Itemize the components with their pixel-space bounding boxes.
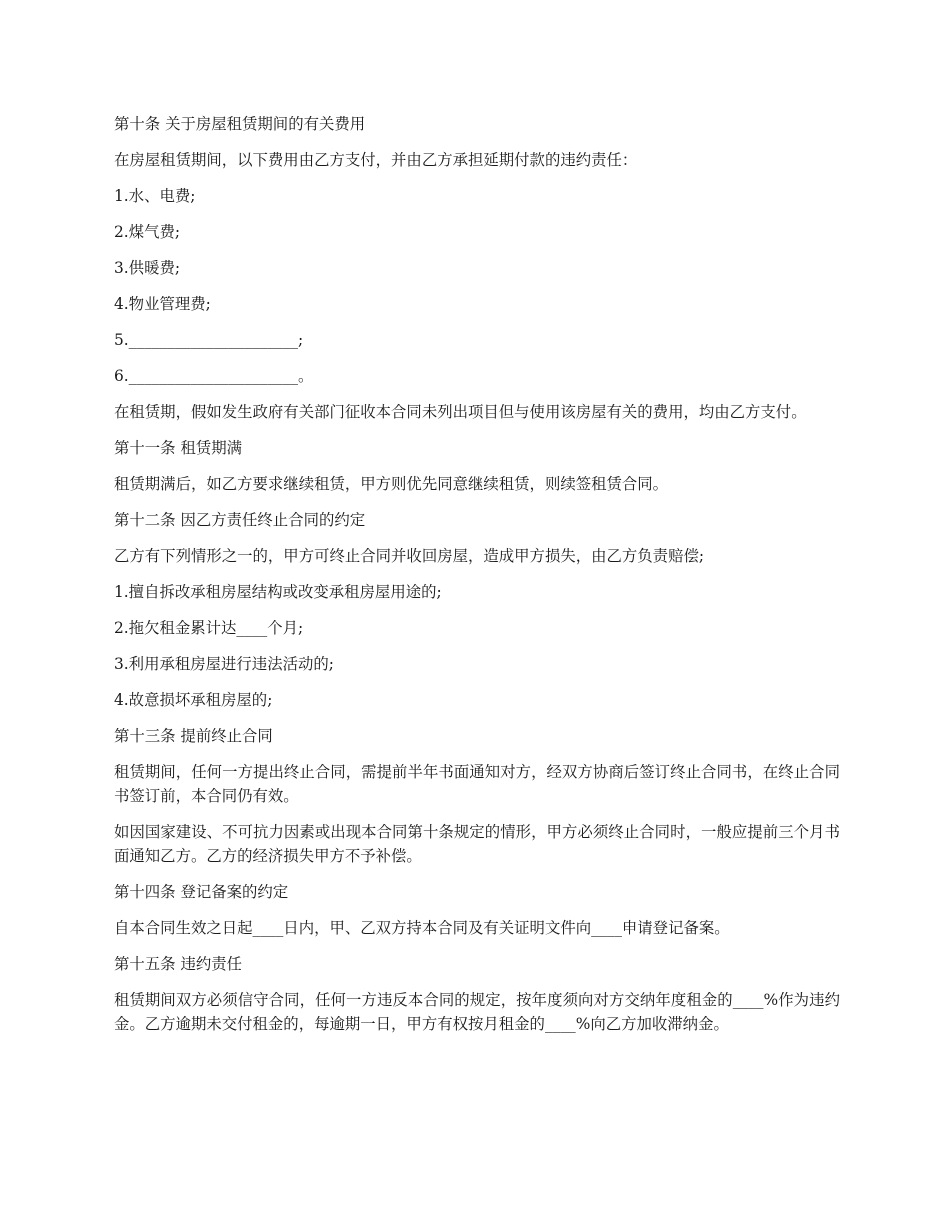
paragraph: 租赁期间双方必须信守合同，任何一方违反本合同的规定，按年度须向对方交纳年度租金的____%作为违约金。乙方逾期未交付租金的，每逾期一日，甲方有权按月租金的____%向乙方加收滞纳金。	[114, 991, 840, 1033]
list-item: 2.煤气费;	[114, 223, 181, 241]
list-item: 1.擅自拆改承租房屋结构或改变承租房屋用途的;	[114, 583, 442, 601]
article-12-heading: 第十二条 因乙方责任终止合同的约定	[114, 511, 366, 529]
article-11-heading: 第十一条 租赁期满	[114, 439, 243, 457]
list-item: 4.故意损坏承租房屋的;	[114, 691, 273, 709]
list-item: 3.利用承租房屋进行违法活动的;	[114, 655, 334, 673]
paragraph: 在租赁期，假如发生政府有关部门征收本合同未列出项目但与使用该房屋有关的费用，均由乙方支付。	[114, 403, 807, 421]
article-14-heading: 第十四条 登记备案的约定	[114, 883, 289, 901]
paragraph: 在房屋租赁期间，以下费用由乙方支付，并由乙方承担延期付款的违约责任：	[114, 151, 638, 169]
list-item: 3.供暖费;	[114, 259, 181, 277]
document-body	[114, 112, 840, 1048]
list-item: 4.物业管理费;	[114, 295, 211, 313]
paragraph: 乙方有下列情形之一的，甲方可终止合同并收回房屋，造成甲方损失，由乙方负责赔偿;	[114, 547, 705, 565]
paragraph: 自本合同生效之日起____日内，甲、乙双方持本合同及有关证明文件向____申请登记备案。	[114, 919, 730, 937]
paragraph: 租赁期满后，如乙方要求继续租赁，甲方则优先同意继续租赁，则续签租赁合同。	[114, 475, 669, 493]
article-10-heading: 第十条 关于房屋租赁期间的有关费用	[114, 115, 366, 133]
list-item: 1.水、电费;	[114, 187, 196, 205]
article-13-heading: 第十三条 提前终止合同	[114, 727, 273, 745]
paragraph: 租赁期间，任何一方提出终止合同，需提前半年书面通知对方，经双方协商后签订终止合同书，在终止合同书签订前，本合同仍有效。	[114, 763, 840, 805]
paragraph: 如因国家建设、不可抗力因素或出现本合同第十条规定的情形，甲方必须终止合同时，一般应提前三个月书面通知乙方。乙方的经济损失甲方不予补偿。	[114, 823, 840, 865]
list-item: 2.拖欠租金累计达____个月;	[114, 619, 304, 637]
list-item-blank: 6.______________________。	[114, 367, 314, 385]
article-15-heading: 第十五条 违约责任	[114, 955, 243, 973]
list-item-blank: 5.______________________;	[114, 331, 304, 349]
